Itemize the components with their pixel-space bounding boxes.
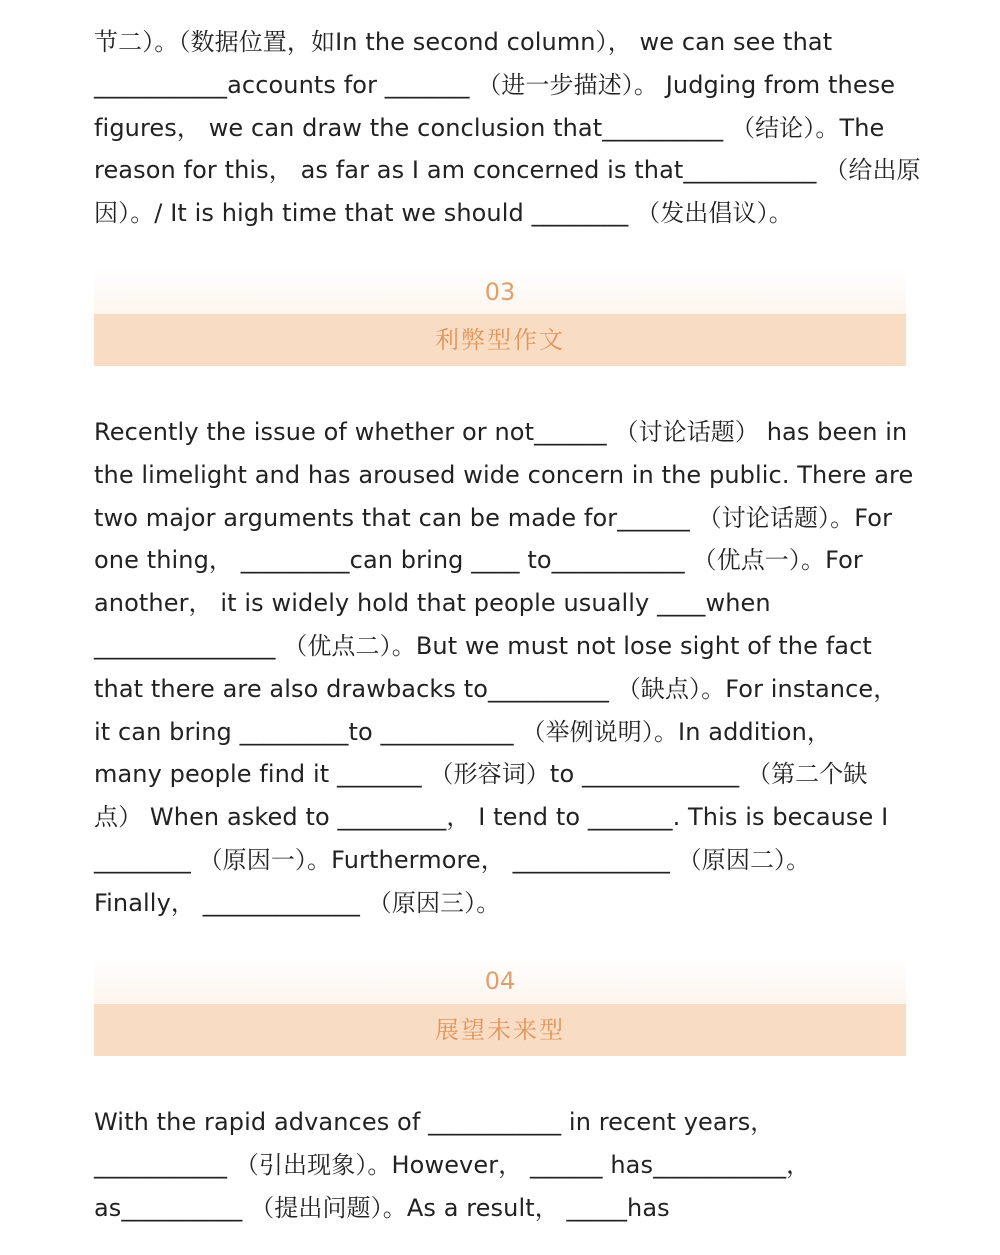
- text-line: one thing， _________can bring ____ to___________ （优点一）。For: [94, 546, 863, 575]
- text-line: Recently the issue of whether or not______ （讨论话题） has been in: [94, 418, 908, 446]
- text-line: two major arguments that can be made for______ （讨论话题）。For: [94, 503, 893, 532]
- text-line: figures， we can draw the conclusion that__________ （结论）。The: [94, 113, 885, 142]
- section-04-title: 展望未来型: [94, 1004, 906, 1056]
- text-line: ___________accounts for _______ （进一步描述）。 Judging from these: [94, 70, 896, 99]
- text-line: 因）。/ It is high time that we should ________ （发出倡议）。: [94, 199, 793, 228]
- text-line: ________ （原因一）。Furthermore， _____________ （原因二）。: [94, 845, 811, 874]
- section-03-number: 03: [94, 268, 906, 316]
- text-line: 点） When asked to _________， I tend to _______. This is because I: [94, 803, 889, 832]
- text-line: ___________ （引出现象）。However， ______ has___________，: [94, 1150, 811, 1179]
- text-line: as__________ （提出问题）。As a result， _____has: [94, 1193, 670, 1222]
- text-line: 节二）。（数据位置，如In the second column）， we can see that: [94, 28, 833, 56]
- section-04-number: 04: [94, 957, 906, 1005]
- text-line: many people find it _______ （形容词）to _____________ （第二个缺: [94, 760, 868, 789]
- section-03-paragraph: [94, 411, 913, 925]
- text-line: _______________ （优点二）。But we must not lose sight of the fact: [94, 631, 872, 660]
- section-04-paragraph: [94, 1101, 810, 1229]
- text-line: it can bring _________to ___________ （举例说明）。In addition，: [94, 717, 831, 746]
- text-line: reason for this， as far as I am concerned is that___________ （给出原: [94, 156, 921, 185]
- section-03-title: 利弊型作文: [94, 314, 906, 366]
- intro-paragraph: [94, 21, 921, 235]
- text-line: Finally， _____________ （原因三）。: [94, 888, 501, 917]
- text-line: the limelight and has aroused wide concern in the public. There are: [94, 460, 914, 489]
- text-line: With the rapid advances of ___________ in recent years，: [94, 1108, 775, 1136]
- text-line: another， it is widely hold that people usually ____when: [94, 589, 771, 618]
- text-line: that there are also drawbacks to__________ （缺点）。For instance，: [94, 674, 898, 703]
